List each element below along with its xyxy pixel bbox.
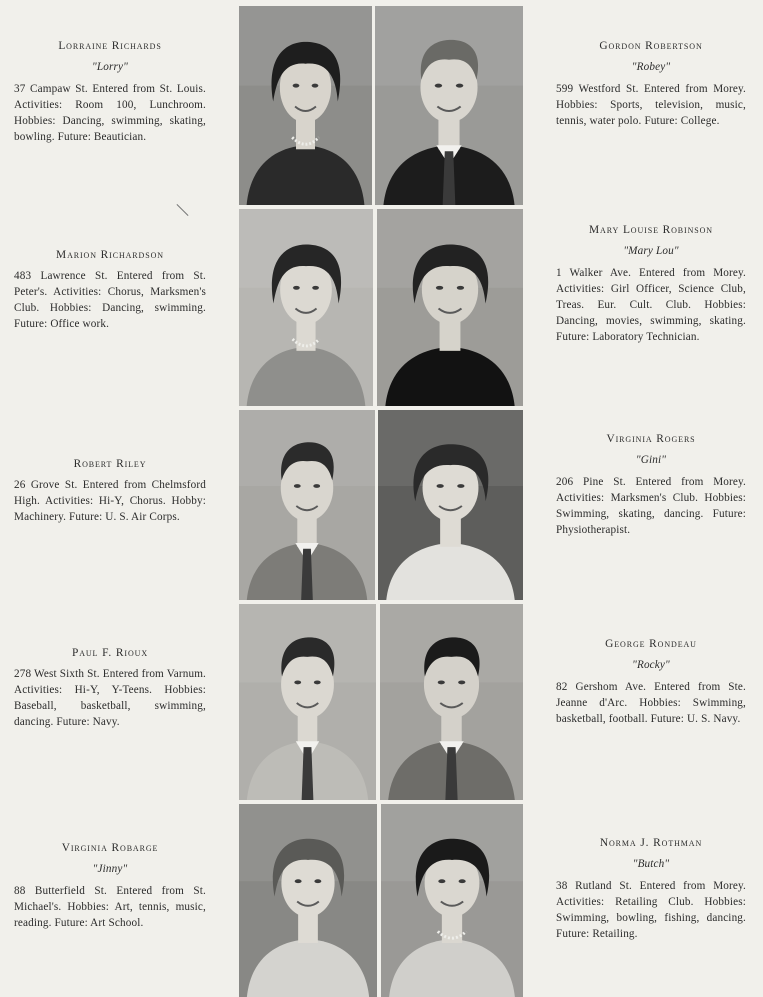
portrait-image xyxy=(375,6,523,205)
student-entry xyxy=(14,456,206,525)
portrait-image xyxy=(377,209,523,406)
student-name: Paul F. Rioux xyxy=(71,647,149,659)
student-name: George Rondeau xyxy=(605,638,697,650)
student-bio: 88 Butterfield St. Entered from St. Michael's. Hobbies: Art, tennis, music, reading. Future: Art School. xyxy=(14,885,206,929)
student-bio: 82 Gershom Ave. Entered from Ste. Jeanne d'Arc. Hobbies: Swimming, basketball, football. Future: U. S. Navy. xyxy=(556,681,746,725)
student-name: Virginia Rogers xyxy=(606,433,696,445)
student-bio: 26 Grove St. Entered from Chelmsford High. Activities: Hi-Y, Chorus. Hobby: Machinery. Future: U. S. Air Corps. xyxy=(14,479,206,523)
portrait-image xyxy=(381,804,523,997)
student-nickname: "Mary Lou" xyxy=(623,245,679,257)
student-nickname: "Gini" xyxy=(635,454,667,466)
student-bio: 38 Rutland St. Entered from Morey. Activities: Retailing Club. Hobbies: Swimming, bowling, fishing, dancing. Future: Retailing. xyxy=(556,880,746,940)
student-portrait xyxy=(377,209,523,406)
portrait-image xyxy=(239,804,377,997)
student-name: Marion Richardson xyxy=(56,249,164,261)
student-entry xyxy=(556,431,746,538)
student-entry xyxy=(14,645,206,730)
student-portrait xyxy=(375,6,523,205)
student-nickname: "Rocky" xyxy=(632,659,670,671)
student-entry xyxy=(14,840,206,931)
page-mark xyxy=(176,204,188,216)
portrait-image xyxy=(239,410,375,600)
student-name: Mary Louise Robinson xyxy=(589,224,713,236)
student-bio: 1 Walker Ave. Entered from Morey. Activities: Girl Officer, Science Club, Treas. Eur. Cult. Club. Hobbies: Dancing, movies, swimming, skating. Future: Laboratory Technician. xyxy=(556,267,746,343)
student-name: Lorraine Richards xyxy=(58,40,162,52)
student-portrait xyxy=(239,209,373,406)
student-nickname: "Lorry" xyxy=(92,61,128,73)
student-entry xyxy=(556,222,746,345)
student-entry xyxy=(556,38,746,129)
portrait-image xyxy=(378,410,523,600)
student-name: Gordon Robertson xyxy=(599,40,703,52)
student-entry xyxy=(556,835,746,942)
student-nickname: "Butch" xyxy=(632,858,670,870)
student-name: Virginia Robarge xyxy=(61,842,159,854)
student-nickname: "Robey" xyxy=(631,61,671,73)
student-name: Robert Riley xyxy=(73,458,147,470)
student-portrait xyxy=(239,410,375,600)
student-entry xyxy=(556,636,746,727)
student-bio: 278 West Sixth St. Entered from Varnum. Activities: Hi-Y, Y-Teens. Hobbies: Baseball, basketball, swimming, dancing. Future: Navy. xyxy=(14,668,206,728)
student-entry xyxy=(14,38,206,145)
student-portrait xyxy=(239,604,376,800)
student-name: Norma J. Rothman xyxy=(599,837,703,849)
student-entry xyxy=(14,247,206,332)
student-portrait xyxy=(239,804,377,997)
student-portrait xyxy=(239,6,372,205)
student-portrait xyxy=(378,410,523,600)
student-bio: 483 Lawrence St. Entered from St. Peter's. Activities: Chorus, Marksmen's Club. Hobbies: Dancing, swimming. Future: Office work. xyxy=(14,270,206,330)
student-bio: 599 Westford St. Entered from Morey. Hobbies: Sports, television, music, tennis, water polo. Future: College. xyxy=(556,83,746,127)
student-nickname: "Jinny" xyxy=(92,863,128,875)
portrait-image xyxy=(239,209,373,406)
portrait-image xyxy=(239,604,376,800)
portrait-image xyxy=(239,6,372,205)
student-portrait xyxy=(381,804,523,997)
student-portrait xyxy=(380,604,523,800)
student-bio: 37 Campaw St. Entered from St. Louis. Activities: Room 100, Lunchroom. Hobbies: Dancing, swimming, skating, bowling. Future: Beautician. xyxy=(14,83,206,143)
student-bio: 206 Pine St. Entered from Morey. Activities: Marksmen's Club. Hobbies: Swimming, skating, dancing. Future: Physiotherapist. xyxy=(556,476,746,536)
portrait-image xyxy=(380,604,523,800)
